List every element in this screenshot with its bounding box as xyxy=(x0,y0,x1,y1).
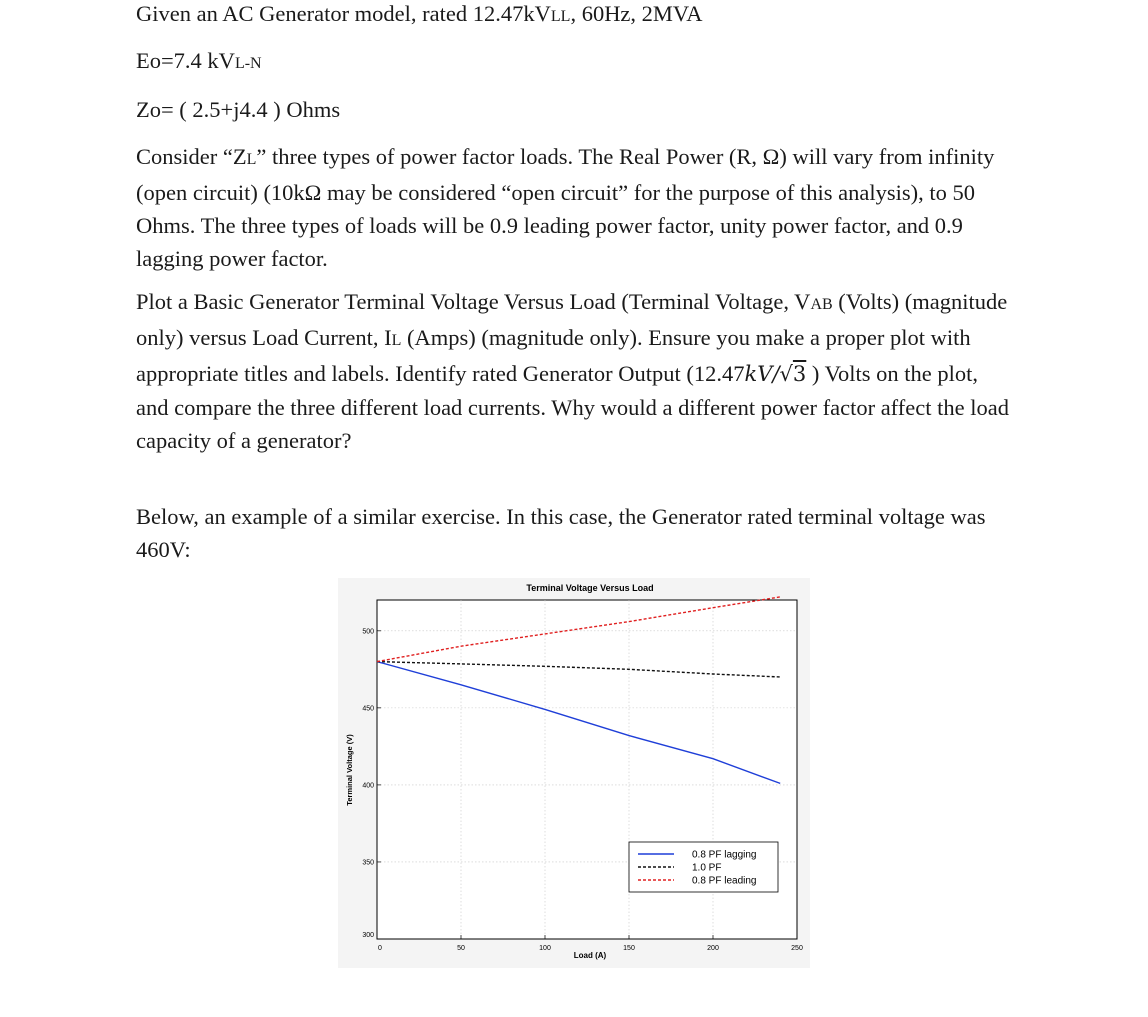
legend-label-1: 0.8 PF lagging xyxy=(692,849,757,861)
y-tick-label: 400 xyxy=(362,782,374,790)
plot-text-c: (Amps) (magnitude only). Ensure you make a proper plot with appropriate titles and labels. Identify rated Generator Output (12.47 xyxy=(136,325,971,386)
title-subscript: LL xyxy=(550,8,571,25)
plot-text-b: (Volts) (magnitude only) versus Load Current, I xyxy=(136,289,1008,350)
consider-text-start: Consider “Z xyxy=(136,144,247,169)
legend-label-3: 0.8 PF leading xyxy=(692,875,757,887)
eo-subscript: L-N xyxy=(234,55,262,72)
y-axis-label: Terminal Voltage (V) xyxy=(345,734,354,806)
x-tick-label: 50 xyxy=(457,945,465,952)
y-tick-label: 450 xyxy=(362,705,374,713)
x-tick-label: 0 xyxy=(378,945,382,952)
legend-label-2: 1.0 PF xyxy=(692,862,722,874)
chart-title: Terminal Voltage Versus Load xyxy=(526,583,654,593)
x-tick-label: 100 xyxy=(539,945,551,952)
formula-radicand: 3 xyxy=(792,362,807,386)
x-tick-label: 250 xyxy=(791,945,803,952)
problem-title xyxy=(136,0,703,33)
x-axis-label: Load (A) xyxy=(573,951,607,960)
eo-value: Eo=7.4 kV xyxy=(136,48,235,73)
il-subscript: L xyxy=(391,332,402,349)
rated-voltage-formula xyxy=(745,362,807,386)
x-tick-label: 150 xyxy=(623,945,635,952)
plot-instructions-paragraph xyxy=(136,285,1016,457)
consider-subscript: L xyxy=(246,151,257,168)
title-text: Given an AC Generator model, rated 12.47kV xyxy=(136,1,551,26)
y-tick-label: 350 xyxy=(362,859,374,867)
formula-sqrt-sign: /√ xyxy=(772,362,793,386)
consider-paragraph xyxy=(136,140,1016,275)
y-tick-label: 300 xyxy=(362,932,374,939)
consider-text-end: ” three types of power factor loads. The Real Power (R, Ω) will vary from infinity (open circuit) (10kΩ may be considered “open circuit” for the purpose of this analysis), to 50 Ohms. The three types of loads will be 0.9 leading power factor, unity power factor, and 0.9 lagging power factor. xyxy=(136,144,995,271)
example-intro-paragraph: Below, an example of a similar exercise. In this case, the Generator rated terminal voltage was 460V: xyxy=(136,504,986,562)
legend xyxy=(629,842,778,892)
zo-line: Zo= ( 2.5+j4.4 ) Ohms xyxy=(136,97,341,122)
vab-subscript: AB xyxy=(810,296,833,313)
plot-text-a: Plot a Basic Generator Terminal Voltage Versus Load (Terminal Voltage, V xyxy=(136,289,811,314)
eo-line xyxy=(136,44,262,80)
x-tick-label: 200 xyxy=(707,945,719,952)
example-chart xyxy=(338,578,810,968)
y-tick-label: 500 xyxy=(362,628,374,636)
title-rating: , 60Hz, 2MVA xyxy=(570,1,703,26)
terminal-voltage-chart xyxy=(338,578,810,968)
plot-text-d: ) Volts on the plot, and compare the three different load currents. Why would a different power factor affect the load capacity of a generator? xyxy=(136,361,1009,453)
formula-kv: kV xyxy=(744,362,773,386)
